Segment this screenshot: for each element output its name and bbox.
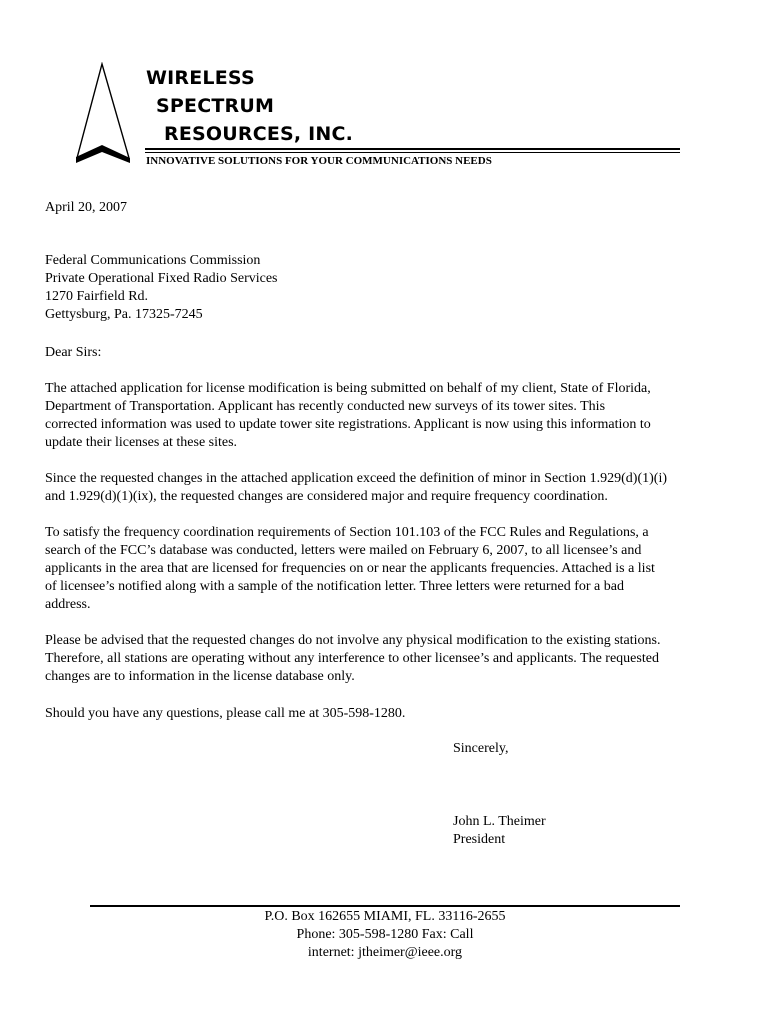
body-line: applicants in the area that are licensed for frequencies on or near the applicants frequencies. Attached is a list bbox=[45, 561, 655, 576]
body-line: changes are to information in the license database only. bbox=[45, 669, 355, 684]
body-line: search of the FCC’s database was conducted, letters were mailed on February 6, 2007, to all licensee’s and bbox=[45, 543, 642, 558]
body-line: Department of Transportation. Applicant has recently conducted new surveys of its tower sites. This bbox=[45, 399, 606, 414]
footer-address: P.O. Box 162655 MIAMI, FL. 33116-2655 bbox=[264, 909, 506, 924]
address-line: 1270 Fairfield Rd. bbox=[45, 289, 149, 304]
antenna-triangle-icon bbox=[74, 62, 134, 168]
signer-title: President bbox=[453, 832, 506, 847]
body-line: and 1.929(d)(1)(ix), the requested changes are considered major and require frequency coordination. bbox=[45, 489, 608, 504]
body-line: The attached application for license modification is being submitted on behalf of my client, State of Florida, bbox=[45, 381, 651, 396]
body-line: Should you have any questions, please call me at 305-598-1280. bbox=[45, 706, 406, 721]
header-rule-thin bbox=[145, 152, 680, 153]
body-line: corrected information was used to update tower site registrations. Applicant is now using this information to bbox=[45, 417, 651, 432]
company-name-line2: SPECTRUM bbox=[156, 95, 275, 117]
body-line: address. bbox=[45, 597, 91, 612]
footer-phone: Phone: 305-598-1280 Fax: Call bbox=[296, 927, 474, 942]
body-line: Therefore, all stations are operating without any interference to other licensee’s and applicants. The requested bbox=[45, 651, 659, 666]
header-rule bbox=[145, 148, 680, 150]
company-name-line1: WIRELESS bbox=[146, 67, 255, 89]
body-line: To satisfy the frequency coordination requirements of Section 101.103 of the FCC Rules and Regulations, a bbox=[45, 525, 649, 540]
company-name-line3: RESOURCES, INC. bbox=[164, 123, 354, 145]
address-line: Gettysburg, Pa. 17325-7245 bbox=[45, 307, 203, 322]
body-line: Please be advised that the requested changes do not involve any physical modification to the existing stations. bbox=[45, 633, 661, 648]
signer-name: John L. Theimer bbox=[453, 814, 546, 829]
body-line: Since the requested changes in the attached application exceed the definition of minor in Section 1.929(d)(1)(i) bbox=[45, 471, 668, 486]
body-line: of licensee’s notified along with a sample of the notification letter. Three letters were returned for a bad bbox=[45, 579, 624, 594]
body-line: update their licenses at these sites. bbox=[45, 435, 238, 450]
address-line: Federal Communications Commission bbox=[45, 253, 261, 268]
tagline: INNOVATIVE SOLUTIONS FOR YOUR COMMUNICATIONS NEEDS bbox=[146, 155, 492, 167]
salutation: Dear Sirs: bbox=[45, 345, 102, 360]
footer-rule bbox=[90, 905, 680, 907]
address-line: Private Operational Fixed Radio Services bbox=[45, 271, 278, 286]
footer-email: internet: jtheimer@ieee.org bbox=[307, 945, 463, 960]
closing: Sincerely, bbox=[453, 741, 509, 756]
letter-date: April 20, 2007 bbox=[45, 200, 128, 215]
